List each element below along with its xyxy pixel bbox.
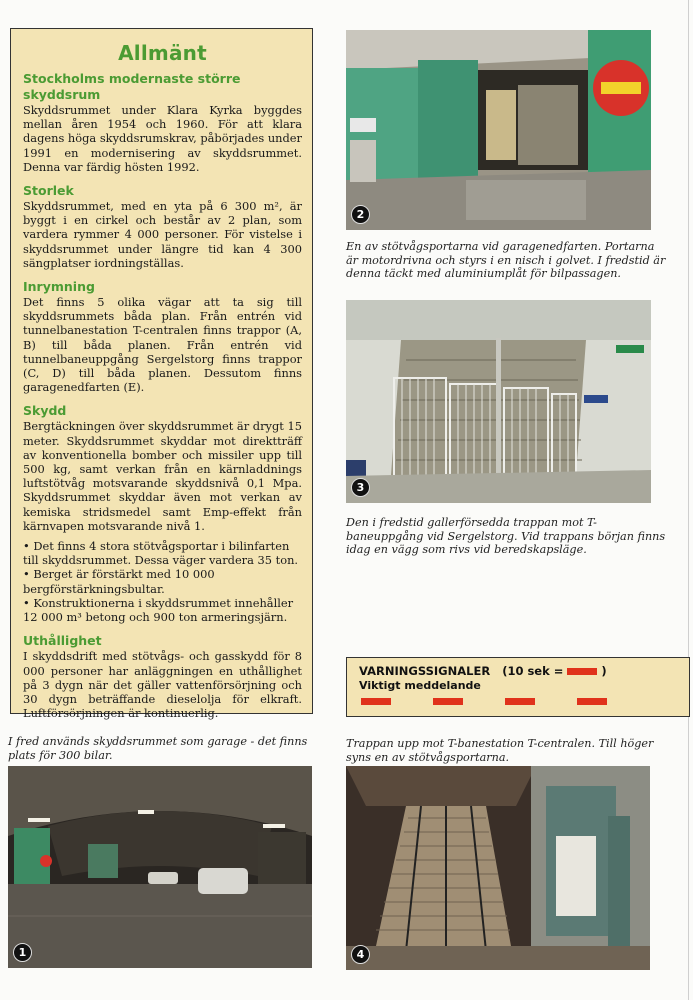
- section-heading-endurance: Uthållighet: [23, 633, 102, 649]
- section-text-protection: Bergtäckningen över skyddsrummet är drygt 15 meter. Skyddsrummet skyddar mot direktträff av konventionella bomber och missiler upp till 500 kg, samt verkan från en kärnladdnings luftstötvåg motsvarande skyddsnivå 0,1 Mpa. Skyddsrummet skyddar även mot verkan av kemiska stridsmedel samt Emp-effekt från kärnvapen motsvarande nivå 1.: [23, 419, 302, 533]
- protection-bullets: [23, 539, 302, 624]
- section-heading-size: Storlek: [23, 183, 74, 199]
- warning-signals-box: [346, 657, 690, 717]
- photo-number-badge: 4: [351, 945, 370, 964]
- caption-gated-stairs: Den i fredstid gallerförsedda trappan mot T-baneuppgång vid Sergelstorg. Vid trappans början finns idag en vägg som rivs vid beredskapsläge.: [346, 516, 666, 556]
- warning-subtitle: Viktigt meddelande: [359, 679, 481, 692]
- section-text-entry: Det finns 5 olika vägar att ta sig till skyddsrummets båda plan. Från entrén vid tunnelbanestation T-centralen finns trappor (A, B) till båda planen. Från entrén vid tunnelbaneuppgång Sergelstorg finns trappor (C, D) till båda planen. Dessutom finns garagenedfarten (E).: [23, 295, 302, 395]
- section-heading-entry: Inrymning: [23, 279, 95, 295]
- signal-dash: [577, 698, 607, 705]
- signal-dash: [361, 698, 391, 705]
- photo-stairs-image: [346, 766, 650, 970]
- bullet-item: • Konstruktionerna i skyddsrummet innehåller 12 000 m³ betong och 900 ton armeringsjärn.: [23, 595, 294, 625]
- signal-legend-dash: [567, 668, 597, 675]
- bullet-item: • Berget är förstärkt med 10 000 bergförstärkningsbultar.: [23, 567, 215, 596]
- photo-blast-door-image: [346, 30, 651, 230]
- bullet-item: • Det finns 4 stora stötvågsportar i bilinfarten till skyddsrummet. Dessa väger vardera 35 ton.: [23, 539, 299, 568]
- photo-stairs: [346, 766, 650, 970]
- warning-interval-close: ): [601, 664, 607, 678]
- section-heading-protection: Skydd: [23, 403, 67, 419]
- section-text-modern: Skyddsrummet under Klara Kyrka byggdes mellan åren 1954 och 1960. För att klara dagens höga skyddsrumskrav, påbörjades under 1991 en modernisering av skyddsrummet. Denna var färdig hösten 1992.: [23, 103, 302, 174]
- section-heading-modern: Stockholms modernaste större skyddsrum: [23, 71, 241, 102]
- section-text-size: Skyddsrummet, med en yta på 6 300 m², är byggt i en cirkel och består av 2 plan, som vardera rymmer 4 000 personer. För vistelse i skyddsrummet under längre tid kan 4 300 sängplatser iordningställas.: [23, 199, 302, 270]
- signal-pattern: [361, 698, 681, 706]
- photo-number-badge: 3: [351, 478, 370, 497]
- warning-title-line: [359, 664, 679, 678]
- caption-garage: I fred används skyddsrummet som garage - det finns plats för 300 bilar.: [8, 735, 308, 762]
- photo-garage: [8, 766, 312, 968]
- warning-title: VARNINGSSIGNALER: [359, 664, 491, 678]
- info-title: Allmänt: [118, 41, 207, 65]
- section-text-endurance: I skyddsdrift med stötvågs- och gasskydd för 8 000 personer har anläggningen en uthållighet på 3 dygn när det gäller vattenförsörjning och 30 dygn beträffande dieselolja för elkraft. Luftförsörjningen är kontinuerlig.: [23, 649, 302, 721]
- photo-blast-door: [346, 30, 651, 230]
- info-box: [10, 28, 313, 721]
- photo-gated-stairs-image: [346, 300, 651, 503]
- photo-gated-stairs: [346, 300, 651, 503]
- caption-blast-door: En av stötvågsportarna vid garagenedfarten. Portarna är motordrivna och styrs i en nisch i golvet. I fredstid är denna täckt med aluminiumplåt för bilpassagen.: [346, 240, 666, 280]
- signal-dash: [505, 698, 535, 705]
- photo-number-badge: 1: [13, 943, 32, 962]
- caption-stairs: Trappan upp mot T-banestation T-centralen. Till höger syns en av stötvågsportarna.: [346, 737, 654, 764]
- page-edge-line: [688, 0, 689, 1000]
- signal-dash: [433, 698, 463, 705]
- photo-number-badge: 2: [351, 205, 370, 224]
- photo-garage-image: [8, 766, 312, 968]
- warning-interval: (10 sek =: [502, 664, 564, 678]
